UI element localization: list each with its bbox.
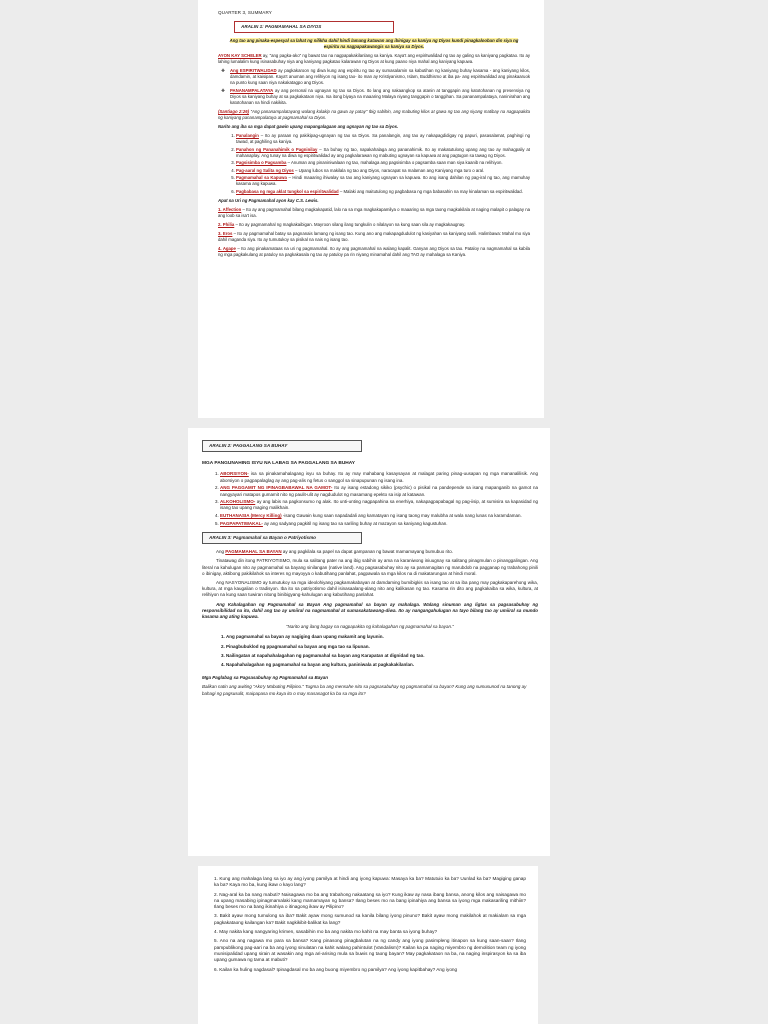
- love-term: 1. Affection: [218, 206, 242, 212]
- list-item: [220, 471, 538, 483]
- importance-quote: "Narito ang ilang bagay na nagpapakita ng kahalagahan ng pagmamahal sa bayan.": [286, 624, 454, 630]
- espiritwalidad-term: Ang ESPIRITWALIDAD: [230, 68, 277, 73]
- p1-lead: Ang: [216, 549, 225, 555]
- issue-text: Ito ay isang estadong sikiko (psychic) o pisikal na pandepende sa isang mapanganib na gamot na nangyayari matapos gumamit nito ng paulit-ulit ay nagdudulot ng masamang epekto sa isip at katawan.: [220, 485, 538, 497]
- issue-term: ALKOHOLISMO-: [220, 499, 256, 505]
- importance-list: [202, 634, 538, 668]
- question-item: 3. Bakit ayaw mong tumulong sa iba? Bakit ayaw mong sumunod sa kanila bilang iyong pinuno? Bakit ayaw mong makilahok at makialam sa mga pagkakataong kailangan ka? Bakit nagkikibit-balikat ka lang?: [214, 913, 526, 925]
- question-item: 5. Ano na ang nagawa mo para sa bansa? Kang pinasong pinagbalutan na ng candy ang iyong pasimpleng itinapon sa kung saan-saan? Ilang pampublikong pag-aari na ba ang iyong sinulatan na kahit walang pahintulot (Vandalism)? Kailan ka pa naging miyembro ng demolition team ng iyong munisipalidad upang sirain at wasakin ang mga ari-arising mula sa buwis ng taong bayan? May pagkakataon na ba, na naging inspirasyon ka sa iba upang gumawa ng tama at mabuti?: [214, 938, 526, 963]
- issue-term: ANG PAGGAMIT NG IPINAGBABAWAL NA GAMOT-: [220, 485, 333, 491]
- page-3-content: [214, 876, 526, 976]
- santiago-text: "Ang pananampalatayang walang kalakip na gawa ay patay" Ibig sabihin, ang mabuting kilos at gawa ng tao ang siyang matibay na nagpapakita ng kaniyang pananampalataya at pagmamahal sa Diyos.: [218, 109, 530, 120]
- aralin1-lead: [218, 38, 530, 50]
- love-paragraph: [218, 246, 530, 258]
- list-item: [236, 133, 530, 145]
- list-item: [236, 147, 530, 159]
- love-term: 4. Agape: [218, 245, 236, 251]
- quarter-heading: QUARTER 3, SUMMARY: [218, 10, 272, 15]
- list-item: [220, 485, 538, 497]
- list-item: [220, 521, 538, 527]
- practice-term: Pagmamahal sa Kapuwa: [236, 175, 287, 180]
- aralin1-title: ARALIN 1: PAGMAMAHAL SA DIYOS: [234, 21, 394, 33]
- violations-text: Balikan natin ang awiting "Ako'y Mabuting Pilipino." Tugma ba ang mensahe nito sa pagsasabuhay ng pagmamahal sa bayan? Kung ang sumusunod na tanong ay bahagi ng pagsusulit, maipapasa mo kaya ito o may masasagot ka ba sa mga ito?: [202, 684, 527, 696]
- scheler-text: ay, "ang pagka-ako" ng bawat tao na nagpapakakilanlang sa kaniya. Kaya't ang espiritwalidad ng tao ay galing sa kaniyang pagkatao. Ito ay lahing lumalalim kung isinasabuhay niya ang kaniyang pagkatao kalarawan ng Diyos at kung paano niya mahal ang kaniyang kapuwa.: [218, 53, 530, 64]
- practice-text: – Hindi maaaring ihiwalay sa tao ang kaniyang ugnayan sa kapuwa. Ito ang isang dahilan ng pag-iral ng tao, ang mamuhay kasama ang kapuwa.: [236, 175, 530, 186]
- practice-term: Pagsisimba o Pagsamba: [236, 160, 287, 165]
- love-paragraph: [218, 231, 530, 243]
- apat-na-uri-heading: Apat na Uri ng Pagmamahal ayon kay C.S. Lewis.: [218, 197, 319, 203]
- practice-text: – Malaki ang maitutulong ng pagbabasa ng mga babasahin na may kinalaman sa espiritwalidad.: [339, 188, 523, 194]
- pananampalataya-term: PANANAMPALATAYA: [230, 88, 274, 93]
- issue-text: -isang Gawain kung saan napadadali ang kamatayan ng isang taong may malubha at wala nang lunas na karamdaman.: [282, 513, 522, 519]
- list-item: 4. Napahahalagahan ng pagmamahal sa bayan ang kultura, paniniwala at pagkakakilanlan.: [226, 662, 538, 668]
- santiago-ref: (Santiago 2:26): [218, 109, 250, 114]
- question-item: 4. May nakita kang nangyaring krimen, sasabihin mo ba ang nakita mo kahit na may banta sa iyong buhay?: [214, 929, 438, 935]
- issue-term: EUTHANASIA (Mercy Killing): [220, 513, 282, 519]
- practice-text: – Sa buhay ng tao, napakahalaga ang pananahimik. Ito ay makatutulong upang ang tao ay mahagpaliy at mahanaplay. Ang tunay na diwa ng espiritwalidad ay ang pagkalarawan ng mabuting ugnayan sa kapuwa at ang pagtugon sa tawag ng Diyos.: [236, 146, 530, 158]
- love-text: – Ito ang pinakamataas na uri ng pagmamahal. Ito ay ang pagmamahal na walang kapalit. Ganyan ang Diyos sa tao. Pataloy na nagmamahal sa kabila ng mga pagkakulang at patuloy na pagkakasala ng tao ay patuloy pa rin niyang minamahal dahil ang TAO ay mahalaga sa Kaniya.: [218, 245, 530, 257]
- love-term: 3. Eros: [218, 230, 233, 236]
- love-text: – Ito ay pagmamahal ng magkakaibigan. Mayroon silang ilang tungkulin o nilalayon na kung saan sila ay magkakaugnay.: [235, 221, 466, 227]
- list-item: 3. Nailingatan at napahahalagahan ng pagmamahal sa bayan ang Karapatan at dignidad ng tao.: [226, 653, 538, 659]
- practices-list: [218, 133, 530, 195]
- practice-term: Panalangin: [236, 133, 259, 138]
- love-text: – Ito ay ang pagmamahal bilang magkakapatid, lalo na sa mga magkakapamilya o maaaring sa mga taong magkakilala at naging malapit o palagay na ang loob sa isa't isa.: [218, 206, 530, 218]
- aralin3-paragraph-3: Ang NASYONALISMO ay tumutukoy sa mga ideolohiyang pagkamakabayan at damdaming bumibigkis sa isang tao at sa iba pang may pagkakaparehong wika, kultura, at mga kaugalian o tradisyon. Iba ito sa patriyotismo dahil isinasaalang-alang nito ang kalikasan ng tao. Kasama rin dito ang pagkakaiba sa wika, kultura, at relihiyon na kung saan tuwiran nitong binibigyang-kahulugan ang kabutihang panlahat.: [202, 580, 538, 598]
- aralin2-title: ARALIN 2: PAGGALANG SA BUHAY: [202, 440, 362, 452]
- practice-text: – Upang lubos na makilala ng tao ang Diyos, naracapat na malaman ang Kaniyang mga turo o aral.: [295, 167, 485, 173]
- document-page-3: [198, 866, 538, 1024]
- document-page-2: [188, 428, 550, 856]
- aralin3-paragraph-2: Tinatawag din itong PATRIYOTISMO, mula sa salitang pater na ang ibig sabihin ay ama na karaniwong iniuugnay sa salitang pinagmulan o pinanggalingan. Ang literal na kahulugan nito ay pagmamahal sa bayang sinilangan (native land). Ang pagsasabuhay nito ay sa pamamagitan ng marubdob na pagganap ng trabahong pinili o ibinigay, aktibong pakikilahok sa interes ng mayoyya o kabutihang panlahat, pagpawala sa mga kilos na di makatarungan at hindi moral.: [202, 558, 538, 576]
- aralin1-lead-text: Ang tao ang pinaka-espesyal sa lahat ng nilikha dahil hindi lamang katawan ang ibinigay sa kaniya ng Diyos kundi pinagkalooban din siya ng espiritu na nagpapakawangis sa kaniya sa Diyos.: [229, 38, 519, 49]
- practice-term: Panahon ng Pananahimik o Pagninilay: [236, 146, 318, 152]
- list-item: [230, 68, 530, 86]
- scheler-paragraph: [218, 53, 530, 65]
- p1-term: PAGMAMAHAL SA BAYAN: [225, 549, 282, 555]
- page-1-content: [218, 10, 530, 261]
- document-page-1: [198, 0, 544, 418]
- issue-text: ay ang sadyang pagkitil ng isang tao sa sariling buhay at mazayon sa kaniyang kagustuhan.: [264, 520, 448, 526]
- question-item: 1. Kung ang mahalaga lang sa iyo ay ang iyong pamilya at hindi ang iyong kapuwa: Masaya ka ba? Matutuio ka ba? Uunlad ka ba? Magiging ganap ka ba? Kaya mo ba, kung ikaw o kayo lang?: [214, 876, 526, 888]
- list-item: [236, 168, 530, 174]
- practice-text: – Ito ay paraan ng pakikipag-ugnayan ng tao sa Diyos. Sa panalangin, ang tao ay nakapagdidigay ng papuri, pasasalamat, paghingi ng tawad, at paghiling sa kaniya.: [236, 133, 530, 144]
- love-text: – Ito ay pagmamahal batay sa pagnanais lamang ng isang tao. Kung ano ang makapagdudulot ng kasiyahan sa kaniyang sarili. Halimbawa: Mahal mo siya dahil maganda siya. Ito ay tumutukoy sa pisikal na nais ng isang tao.: [218, 230, 530, 242]
- list-item: 1. Ang pagmamahal sa bayan ay nagiging daan upang makamit ang layunin.: [226, 634, 538, 640]
- love-paragraph: [218, 207, 530, 219]
- definition-list: [218, 68, 530, 106]
- issues-list: [202, 471, 538, 527]
- love-paragraph: [218, 222, 530, 228]
- question-item: 6. Kailan ka huling nagdasal? Ipinagdasal mo ba ang buong miyembro ng pamilya? Ang iyong kapitbahay? Ang iyong: [214, 966, 458, 972]
- practice-term: Pagbabasa ng mga aklat tungkol sa espiritwalidad: [236, 188, 339, 194]
- narito-heading: Narito ang iba sa mga dapat gawin upang mapangalagaan ang ugnayan ng tao sa Diyos.: [218, 124, 399, 129]
- question-item: 2. Nag-aral ka ba nang mabuti? Naisagawa mo ba ang trabahong nakaatang sa iyo? Kung ikaw ay nasa ibang bansa, anong kilos ang naisagawa mo na upang masabing ipinagmamalaki kang mamamayan ng bansa? Ilang beses mo na bang ipinahiya ang bansa sa iyong mga makasariling mithiin? Ilang beses mo na bang ikinahiya o itinagong ikaw ay Pilipino?: [214, 891, 526, 910]
- espiritwalidad-text: ay pagkakaroon ng diwa kung ang espiritu ng tao ay sumasalamin sa kabutihan ng kaniyang buhay kasama - ang kaniyang kilos, damdamin, at kaisipan. Kaya't anuman ang relihiyon ng isang tao- ito man ay Kristiyanismo, Islam, Buddhismo at iba pa- ang espiritwalidad ang pinakaaruok na punto kung saan niya nakakatagpo ang Diyos.: [230, 68, 530, 85]
- issues-section-title: MGA PANGUNAHING ISYU NA LABAG SA PAGGALANG SA BUHAY: [202, 461, 355, 467]
- issue-term: PAGPAPATIWAKAL-: [220, 520, 263, 526]
- aralin3-paragraph-1: [202, 549, 538, 555]
- practice-term: Pag-aaral ng Salita ng Diyos: [236, 167, 294, 173]
- aralin3-title: ARALIN 3: Pagmamahal sa Bayan o Patriyotismo: [202, 532, 362, 544]
- list-item: 2. Pinagbubuklod ng ppagmamahal sa bayan ang mga tao sa lipunan.: [226, 644, 538, 650]
- list-item: [236, 175, 530, 187]
- list-item: [220, 513, 538, 519]
- practice-text: – Anuman ang pinaniniwalaan ng tao, mahalaga ang pagsisimba o pagsamba saan man siya kaanib na relihiyon.: [287, 160, 503, 165]
- issue-term: ABORSIYON-: [220, 471, 249, 477]
- p1-text: ay ang pagkilala sa papel na dapat gampanan ng bawat mamamayang bumubuo rito.: [282, 549, 454, 555]
- pananampalataya-text: ay ang personal na ugnayan ng tao sa Diyos. Ito lang ang nakaangkop sa atanin at tanggapin ang katotohanan ng presensiya ng Diyos sa kaniyang buhay at sa pagkakataon niya. Isa itong biyaya na maaaring Malaya niyang tanggapin o tanggihan. Sa pananampalataya, naninirahan ang katotohanan na hindi nakikita.: [230, 88, 530, 105]
- aralin3-paragraph-4: Ang Kahalagahan ng Pagmamahal sa Bayan Ang pagmamahal sa bayan ay mahalaga. Walang sinuman ang ligtas sa pagsasabuhay ng responsibilidad na ito, dahil ang tao ay umiiral na nagmamahal at sumasakatawang-diwa. Ito ay nangangahulugan na tayo bilang tao ay umiiral sa mundo kasama ang ating kapuwa.: [202, 601, 538, 620]
- list-item: [220, 499, 538, 511]
- page-2-content: [202, 438, 538, 700]
- list-item: [230, 88, 530, 106]
- issue-text: isa sa pinakamahalagang isyu sa buhay. Ito ay may mahabang kasaysayan at malagat paring pinag-uusapan ng mga mananalilisik. Ang aborsiyon o pagpapalaglag ay ang pag-alis ng fetus o sanggol sa sinapupunan ng isang ina.: [220, 471, 538, 483]
- santiago-paragraph: [218, 109, 530, 121]
- love-term: 2. Philia: [218, 221, 235, 227]
- violations-heading: Mga Paglabag sa Pagsasabuhay ng Pagmamahal sa Bayan: [202, 675, 329, 681]
- issue-text: ay ang labis na pagkonsumo ng alak. Ito unti-unting nagpapahina sa enerhiya, nakapagpapabagal ng pag-iisip, at sumisira sa kapasidad ng isang tao upang maging malikhain.: [220, 499, 538, 511]
- list-item: [236, 189, 530, 195]
- scheler-name: AYON KAY SCHELER: [218, 53, 262, 58]
- list-item: [236, 160, 530, 166]
